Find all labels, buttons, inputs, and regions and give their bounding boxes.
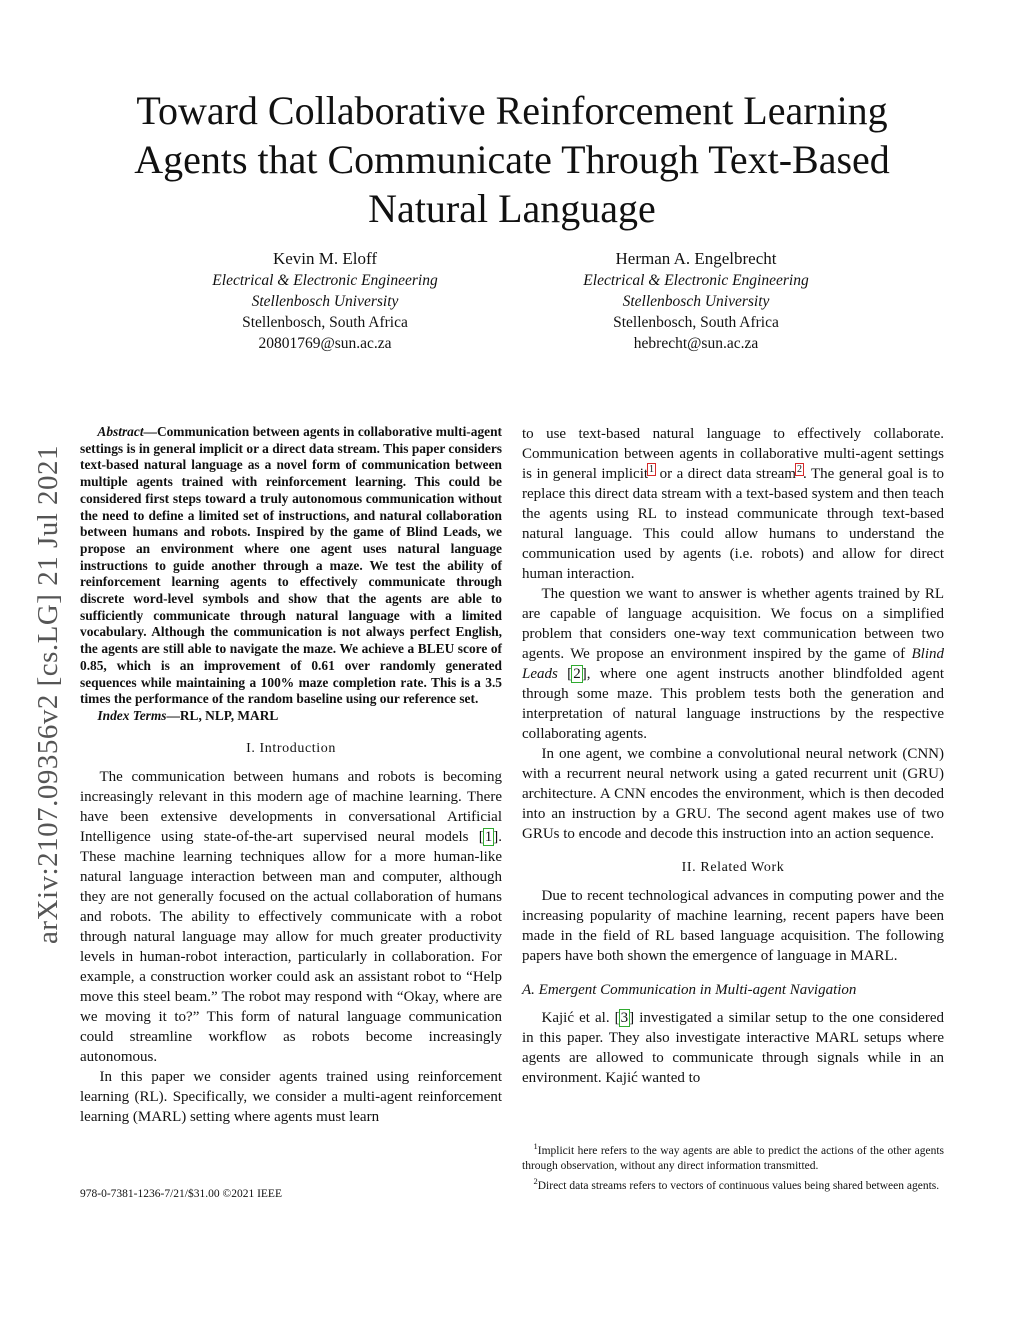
footnote-mark: 1 — [533, 1141, 538, 1151]
intro-text: The communication between humans and robots is becoming increasingly relevant in this modern age of machine learning. There have been extensive developments in conversational Artificial Intelligence using state-of-the-art supervised neural models — [80, 768, 502, 845]
body-text: investigated a similar setup to the one considered in this paper. They also investigate interactive MARL setups where agents are allowed to communicate through signals while in an environment. Kajić wanted to — [522, 1010, 944, 1086]
author-location: Stellenbosch, South Africa — [613, 314, 779, 331]
subsection-heading: A. Emergent Communication in Multi-agent Navigation — [522, 982, 857, 998]
body-text: to use text-based natural language to effectively collaborate. Communication between agents in collaborative multi-agent settings is in general implicit — [522, 426, 944, 482]
citation-link-2[interactable]: 2 — [573, 666, 581, 682]
body-text: . The general goal is to replace this direct data stream with a text-based system and then teach the agents using RL to instead communicate through text-based natural language. This could allow humans to understand the communication used by agents (i.e. robots) and allow for direct human interaction. — [522, 466, 944, 582]
section-heading-related-work: II. Related Work — [681, 860, 785, 875]
author-block-2 — [546, 248, 846, 354]
author-department: Electrical & Electronic Engineering — [583, 272, 809, 289]
body-text: Kajić et al. — [541, 1010, 615, 1026]
footnote-2 — [522, 1174, 944, 1194]
footnote-text: Direct data streams refers to vectors of continuous values being shared between agents. — [537, 1179, 940, 1192]
citation-link-3[interactable]: 3 — [620, 1010, 629, 1026]
footnote-link-1[interactable]: 1 — [649, 464, 655, 475]
author-name: Herman A. Engelbrecht — [615, 249, 777, 268]
author-email: hebrecht@sun.ac.za — [633, 335, 759, 352]
author-university: Stellenbosch University — [622, 293, 770, 310]
title-line: Agents that Communicate Through Text-Based — [134, 137, 890, 182]
related-paragraph-1: Due to recent technological advances in computing power and the increasing popularity of machine learning, recent papers have been made in the field of RL based language acquisition. The following papers have both shown the emergence of language in MARL. — [522, 888, 944, 964]
paper-title — [112, 86, 912, 233]
author-name: Kevin M. Eloff — [272, 249, 378, 268]
footnote-1 — [522, 1139, 944, 1174]
author-university: Stellenbosch University — [251, 293, 399, 310]
body-text: , where one agent instructs another blindfolded agent through some maze. This problem tests both the generation and interpretation of natural language instructions by the respective collaborating agents. — [522, 666, 945, 742]
right-paragraph-3: In one agent, we combine a convolutional neural network (CNN) with a recurrent neural network using a gated recurrent unit (GRU) architecture. A CNN encodes the environment, which is then decoded into an instruction by a GRU. The second agent makes use of two GRUs to encode and decode this instruction into an action sequence. — [522, 746, 944, 842]
footnote-link-2[interactable]: 2 — [796, 464, 802, 475]
author-block-1 — [175, 248, 475, 354]
body-text: The question we want to answer is whether agents trained by RL are capable of language acquisition. We focus on a simplified problem that considers one-way text communication between two agents. We propose an environment inspired by the game of — [522, 586, 944, 662]
footnote-mark: 2 — [533, 1175, 538, 1186]
index-terms-label: Index Terms — [97, 707, 167, 723]
abstract — [80, 424, 502, 708]
subsection-paragraph-1: Kajić et al. [3] investigated a similar setup to the one considered in this paper. They also investigate interactive MARL setups where agents are allowed to communicate through signals while in an environment. Kajić wanted to — [522, 1010, 944, 1086]
game-name: Blind Leads — [522, 646, 944, 682]
right-column — [522, 424, 944, 1088]
author-department: Electrical & Electronic Engineering — [212, 272, 438, 289]
author-location: Stellenbosch, South Africa — [242, 314, 408, 331]
body-text: or a direct data stream — [655, 466, 796, 482]
abstract-label: Abstract — [97, 424, 144, 439]
title-line: Natural Language — [368, 186, 656, 231]
left-column — [80, 424, 502, 1127]
intro-paragraph-1: The communication between humans and robots is becoming increasingly relevant in this modern age of machine learning. There have been extensive developments in conversational Artificial Intelligence using state-of-the-art supervised neural models [1]. These machine learning techniques allow for a more human-like natural language interaction between man and computer, although they are not generally focused on the actual collaboration of humans and robots. The ability to effectively communicate with a robot through natural language may allow for much greater productivity levels in human-robot interaction, particularly in collaboration. For example, a construction worker could ask an assistant robot to “Help move this steel beam.” The robot may respond with “Okay, where are we moving it to?” This form of natural language communication could streamline workflow as robots become increasingly autonomous. — [80, 768, 502, 1065]
right-paragraph-2: The question we want to answer is whether agents trained by RL are capable of language acquisition. We focus on a simplified problem that considers one-way text communication between two agents. We propose an environment inspired by the game of Blind Leads [2], where one agent instructs another blindfolded agent through some maze. This problem tests both the generation and interpretation of natural language instructions by the respective collaborating agents. — [522, 586, 945, 742]
footnotes — [522, 1139, 944, 1194]
index-terms — [80, 708, 502, 725]
section-heading-introduction: I. Introduction — [246, 740, 336, 756]
copyright-notice: 978-0-7381-1236-7/21/$31.00 ©2021 IEEE — [80, 1188, 282, 1200]
intro-paragraph-2: In this paper we consider agents trained using reinforcement learning (RL). Specifically, we consider a multi-agent reinforcement learning (MARL) setting where agents must learn — [80, 1068, 502, 1125]
arxiv-identifier: arXiv:2107.09356v2 [cs.LG] 21 Jul 2021 — [32, 444, 64, 944]
right-paragraph-1 — [522, 424, 944, 584]
index-terms-text: —RL, NLP, MARL — [166, 707, 279, 723]
abstract-text: —Communication between agents in collaborative multi-agent settings is in general implicit or a direct data stream. This paper considers text-based natural language as a novel form of communication between multiple agents trained with reinforcement learning. This could be considered first steps toward a truly autonomous communication without the need to define a limited set of instructions, and natural collaboration between humans and robots. Inspired by the game of Blind Leads, we propose an environment where one agent uses natural language instructions to guide another through a maze. We test the ability of reinforcement learning agents to effectively communicate through discrete word-level symbols and show that the agents are able to sufficiently communicate through natural language with a limited vocabulary. Although the communication is not always perfect English, the agents are still able to navigate the maze. We achieve a BLEU score of 0.85, which is an improvement of 0.61 over randomly generated sequences while maintaining a 100% maze completion rate. This is a 3.5 times the performance of the random baseline using our reference set. — [80, 424, 502, 707]
intro-text: . These machine learning techniques allow for a more human-like natural language interaction between man and computer, although they are not generally focused on the actual collaboration of humans and robots. The ability to effectively communicate with a robot through natural language may allow for much greater productivity levels in human-robot interaction, particularly in collaboration. For example, a construction worker could ask an assistant robot to “Help move this steel beam.” The robot may respond with “Okay, where are we moving it to?” This form of natural language communication could streamline workflow as robots become increasingly autonomous. — [80, 828, 502, 1065]
citation-link-1[interactable]: 1 — [484, 828, 493, 845]
author-email: 20801769@sun.ac.za — [258, 335, 392, 352]
footnote-text: Implicit here refers to the way agents are able to predict the actions of the other agents through observation, without any direct information transmitted. — [522, 1144, 944, 1172]
title-line: Toward Collaborative Reinforcement Learning — [136, 88, 888, 133]
